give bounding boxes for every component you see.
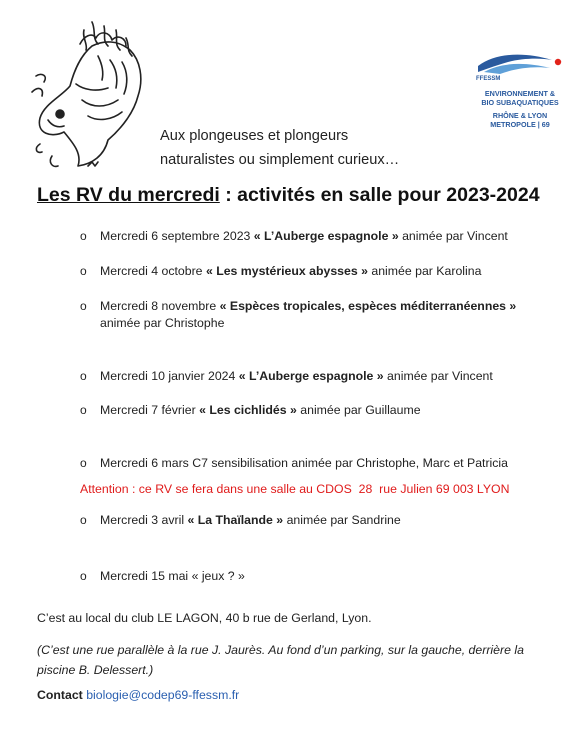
bullet-icon: o <box>80 264 87 278</box>
logo-line-1: ENVIRONNEMENT & <box>484 89 556 98</box>
logo-ffessm-text: FFESSM <box>476 76 501 82</box>
title-rest: : activités en salle pour 2023-2024 <box>219 184 540 206</box>
bullet-icon: o <box>80 369 87 383</box>
title-underlined: Les RV du mercredi <box>37 184 220 206</box>
ffessm-logo <box>474 50 566 146</box>
event-item-4: Mercredi 10 janvier 2024 « L’Auberge espagnole » animée par Vincent <box>100 369 493 383</box>
event-item-2: Mercredi 4 octobre « Les mystérieux abysses » animée par Karolina <box>100 264 482 278</box>
bullet-icon: o <box>80 456 87 470</box>
event-item-7: Mercredi 3 avril « La Thaïlande » animée par Sandrine <box>100 513 401 527</box>
greeting <box>160 124 399 172</box>
greeting-line-1: Aux plongeuses et plongeurs <box>160 128 349 144</box>
logo-line-3: RHÔNE & LYON <box>492 111 548 120</box>
event-item-5: Mercredi 7 février « Les cichlidés » animée par Guillaume <box>100 403 421 417</box>
event-item-3: Mercredi 8 novembre « Espèces tropicales, espèces méditerranéennes » animée par Christophe <box>100 299 517 330</box>
event-item-6: Mercredi 6 mars C7 sensibilisation animée par Christophe, Marc et Patricia <box>100 456 509 470</box>
fish-sketch-illustration <box>22 16 162 174</box>
bullet-icon: o <box>80 513 87 527</box>
logo-line-2: BIO SUBAQUATIQUES <box>481 98 559 107</box>
contact-label: Contact <box>37 688 83 702</box>
bullet-icon: o <box>80 569 87 583</box>
event-item-8: Mercredi 15 mai « jeux ? » <box>100 569 245 583</box>
bullet-icon: o <box>80 299 87 313</box>
bullet-icon: o <box>80 403 87 417</box>
location-text: C’est au local du club LE LAGON, 40 b rue de Gerland, Lyon. <box>37 611 372 625</box>
attention-note: Attention : ce RV se fera dans une salle au CDOS 28 rue Julien 69 003 LYON <box>80 482 510 496</box>
contact-email-link[interactable]: biologie@codep69-ffessm.fr <box>86 688 240 702</box>
event-item-1: Mercredi 6 septembre 2023 « L’Auberge espagnole » animée par Vincent <box>100 229 508 243</box>
directions-note: (C’est une rue parallèle à la rue J. Jaurès. Au fond d’un parking, sur la gauche, derrière la piscine B. Delessert.) <box>37 643 524 677</box>
page-title <box>37 184 540 207</box>
logo-line-4: METROPOLE | 69 <box>490 120 550 129</box>
bullet-icon: o <box>80 229 87 243</box>
greeting-line-2: naturalistes ou simplement curieux… <box>160 152 400 168</box>
contact-line <box>37 688 239 702</box>
